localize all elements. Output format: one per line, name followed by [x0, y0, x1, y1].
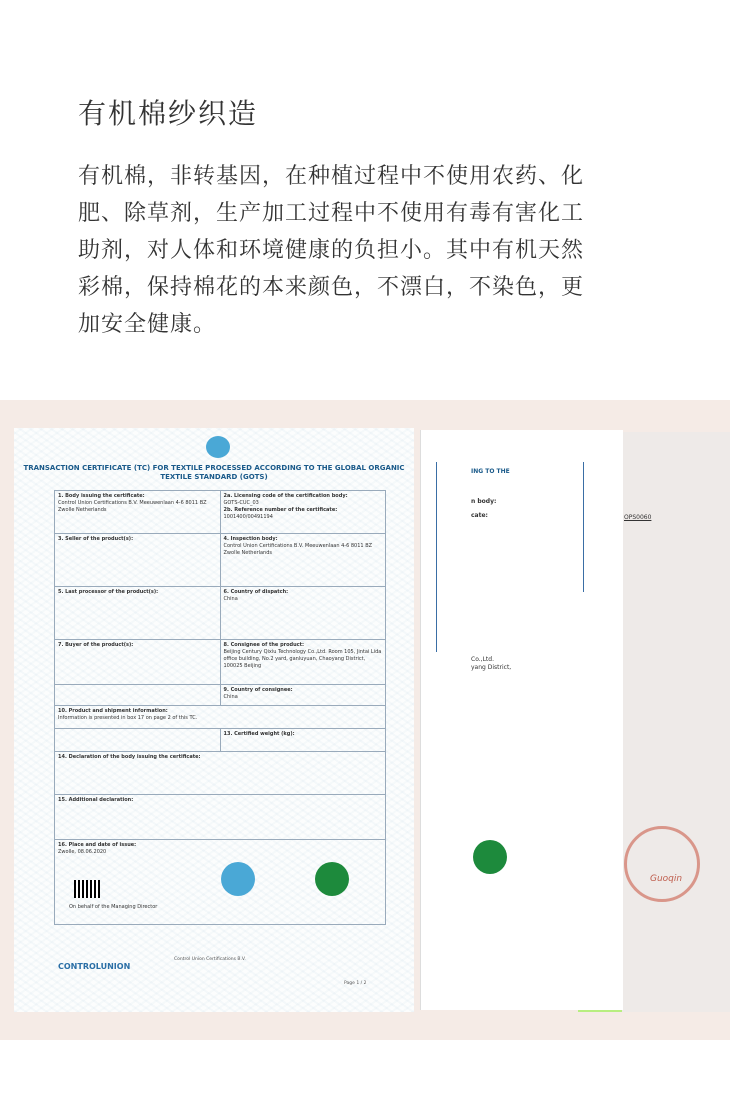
certificate-grid — [54, 490, 386, 925]
stamp-text: Guoqin — [650, 874, 683, 884]
place-value: Zwolle, 08.06.2020 — [58, 849, 107, 855]
back-cate-fragment: cate: — [471, 512, 488, 519]
reference-label: 2b. Reference number of the certificate: — [223, 507, 338, 513]
reference-value: 1001400/00491194 — [223, 514, 273, 520]
control-union-icon — [206, 436, 230, 458]
body-value: Control Union Certifications B.V. Meeuwenlaan 4-6 8011 BZ Zwolle Netherlands — [58, 500, 207, 513]
weight-label: 13. Certified weight (kg): — [223, 731, 295, 737]
gots-logo-back — [473, 840, 507, 874]
page-number: Page 1 / 2 — [344, 981, 367, 986]
country-consignee-label: 9. Country of consignee: — [223, 687, 293, 693]
back-district-fragment: yang District, — [471, 664, 512, 671]
footer-logo: CONTROLUNION — [58, 962, 131, 971]
last-processor-label: 5. Last processor of the product(s): — [58, 589, 159, 595]
body-label: 1. Body issuing the certificate: — [58, 493, 145, 499]
consignee-value: Beijing Century Qixiu Technology Co.,Ltd. Room 105, Jintai Lida office building, No.2 yard, ganluyuan, Chaoyang District, 100025 Beijing — [223, 649, 382, 669]
buyer-label: 7. Buyer of the product(s): — [58, 642, 134, 648]
control-union-seal — [221, 862, 255, 896]
seller-label: 3. Seller of the product(s): — [58, 536, 134, 542]
product-label: 10. Product and shipment information: — [58, 708, 168, 714]
dispatch-value: China — [223, 596, 238, 602]
back-body-fragment: n body: — [471, 498, 497, 505]
inspection-value: Control Union Certifications B.V. Meeuwenlaan 4-6 8011 BZ Zwolle Netherlands — [223, 543, 373, 556]
blue-bracket-line — [428, 462, 437, 652]
section-heading: 有机棉纱织造 — [78, 97, 259, 130]
licensing-label: 2a. Licensing code of the certification body: — [223, 493, 348, 499]
front-certificate — [14, 428, 414, 1012]
footer-info: Control Union Certifications B.V. — [174, 957, 246, 962]
gots-logo-front — [315, 862, 349, 896]
qr-code — [74, 880, 100, 898]
back-title-fragment: ING TO THE — [471, 468, 510, 475]
back-ltd-fragment: Co.,Ltd. — [471, 656, 494, 663]
additional-label: 15. Additional declaration: — [58, 797, 134, 803]
red-seal — [624, 826, 700, 902]
dispatch-label: 6. Country of dispatch: — [223, 589, 289, 595]
certificate-title: TRANSACTION CERTIFICATE (TC) FOR TEXTILE PROCESSED ACCORDING TO THE GLOBAL ORGANIC TEXTILE STANDARD (GOTS) — [23, 464, 405, 481]
blue-bracket-line-2 — [575, 462, 584, 592]
place-label: 16. Place and date of issue: — [58, 842, 137, 848]
green-code-fragment: OPS0060 — [624, 514, 652, 521]
licensing-value: GOTS-CUC_03 — [223, 500, 259, 506]
back-certificate — [420, 430, 623, 1010]
inspection-label: 4. Inspection body: — [223, 536, 278, 542]
on-behalf-text: On behalf of the Managing Director — [69, 904, 158, 910]
consignee-label: 8. Consignee of the product: — [223, 642, 305, 648]
description-paragraph: 有机棉，非转基因，在种植过程中不使用农药、化肥、除草剂，生产加工过程中不使用有毒有害化工助剂，对人体和环境健康的负担小。其中有机天然彩棉，保持棉花的本来颜色，不漂白，不染色，更加安全健康。 — [78, 164, 585, 337]
product-value: Information is presented in box 17 on page 2 of this TC. — [58, 715, 198, 721]
declaration-label: 14. Declaration of the body issuing the certificate: — [58, 754, 201, 760]
country-consignee-value: China — [223, 694, 238, 700]
